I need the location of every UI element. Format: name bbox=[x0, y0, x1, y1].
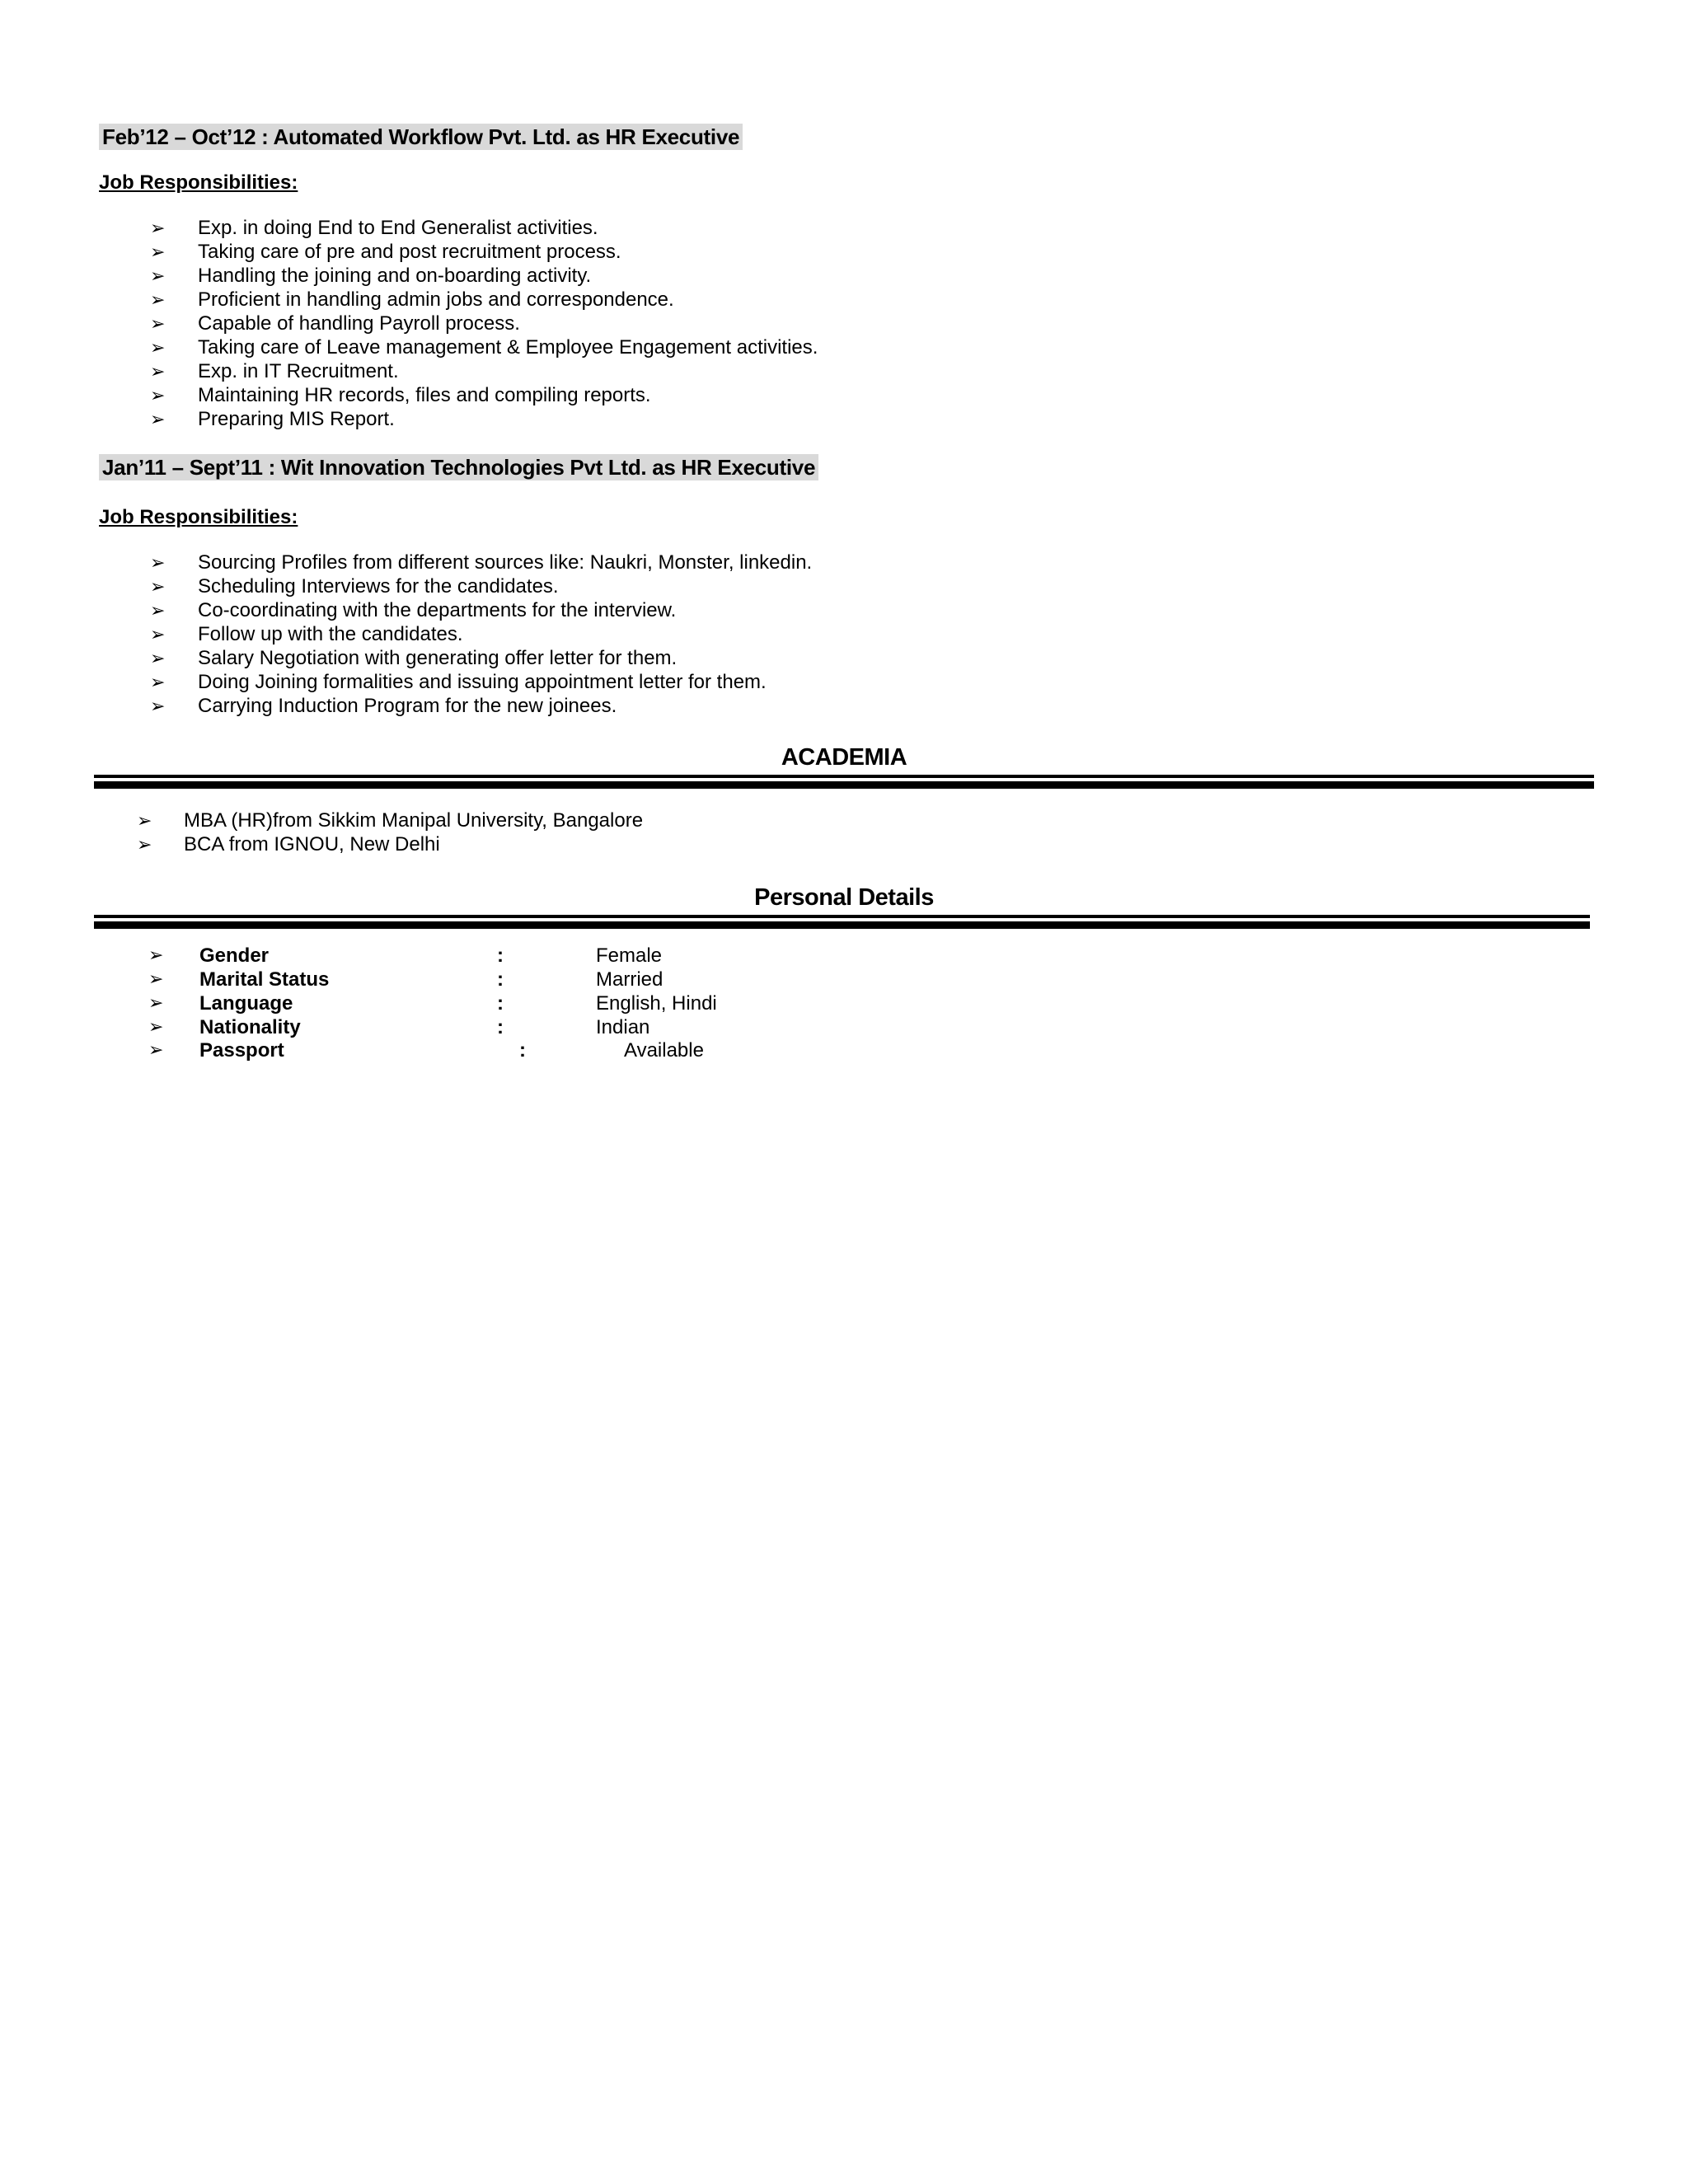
bullet-arrow-icon: ➢ bbox=[150, 361, 166, 382]
job-1-heading: Feb’12 – Oct’12 : Automated Workflow Pvt. Ltd. as HR Executive bbox=[99, 124, 743, 150]
bullet-arrow-icon: ➢ bbox=[150, 385, 166, 405]
bullet-arrow-icon: ➢ bbox=[148, 944, 164, 965]
bullet-arrow-icon: ➢ bbox=[150, 265, 166, 286]
bullet-arrow-icon: ➢ bbox=[150, 289, 166, 310]
list-item-text: Capable of handling Payroll process. bbox=[198, 312, 520, 335]
bullet-arrow-icon: ➢ bbox=[150, 600, 166, 621]
bullet-arrow-icon: ➢ bbox=[150, 313, 166, 334]
personal-detail-value: Female bbox=[596, 944, 663, 967]
personal-detail-key: Language bbox=[199, 992, 293, 1015]
personal-details-title: Personal Details bbox=[754, 884, 934, 911]
list-item-text: Taking care of pre and post recruitment process. bbox=[198, 241, 621, 263]
bullet-arrow-icon: ➢ bbox=[148, 968, 164, 989]
personal-details-divider bbox=[94, 915, 1590, 918]
personal-detail-key: Marital Status bbox=[199, 968, 330, 991]
personal-detail-value: Available bbox=[624, 1039, 704, 1062]
personal-detail-key: Nationality bbox=[199, 1016, 301, 1038]
bullet-arrow-icon: ➢ bbox=[148, 992, 164, 1013]
personal-detail-row bbox=[148, 1039, 890, 1063]
personal-detail-key: Gender bbox=[199, 944, 270, 967]
bullet-arrow-icon: ➢ bbox=[150, 218, 166, 238]
list-item-text: Scheduling Interviews for the candidates. bbox=[198, 575, 559, 598]
list-item-text: Taking care of Leave management & Employee Engagement activities. bbox=[198, 336, 818, 359]
list-item-text: Proficient in handling admin jobs and correspondence. bbox=[198, 288, 674, 311]
personal-detail-colon: : bbox=[497, 944, 504, 967]
academia-divider bbox=[94, 775, 1594, 778]
list-item-text: Maintaining HR records, files and compiling reports. bbox=[198, 384, 651, 406]
bullet-arrow-icon: ➢ bbox=[150, 648, 166, 668]
personal-detail-colon: : bbox=[497, 992, 504, 1015]
personal-detail-key: Passport bbox=[199, 1039, 284, 1062]
bullet-arrow-icon: ➢ bbox=[150, 672, 166, 692]
bullet-arrow-icon: ➢ bbox=[150, 337, 166, 358]
academia-title: ACADEMIA bbox=[781, 744, 907, 771]
bullet-arrow-icon: ➢ bbox=[150, 624, 166, 644]
job-2-heading: Jan’11 – Sept’11 : Wit Innovation Technologies Pvt Ltd. as HR Executive bbox=[99, 454, 818, 480]
list-item-text: Exp. in IT Recruitment. bbox=[198, 360, 399, 382]
job-2-responsibilities-label: Job Responsibilities: bbox=[99, 506, 298, 528]
bullet-arrow-icon: ➢ bbox=[150, 552, 166, 573]
bullet-arrow-icon: ➢ bbox=[137, 834, 152, 855]
personal-detail-colon: : bbox=[497, 968, 504, 991]
job-1-responsibilities-label: Job Responsibilities: bbox=[99, 171, 298, 194]
list-item-text: Preparing MIS Report. bbox=[198, 408, 395, 430]
bullet-arrow-icon: ➢ bbox=[150, 696, 166, 716]
bullet-arrow-icon: ➢ bbox=[148, 1016, 164, 1037]
personal-detail-colon: : bbox=[497, 1016, 504, 1038]
personal-detail-row bbox=[148, 992, 890, 1016]
list-item-text: Salary Negotiation with generating offer letter for them. bbox=[198, 647, 678, 669]
list-item-text: Doing Joining formalities and issuing appointment letter for them. bbox=[198, 671, 767, 693]
bullet-arrow-icon: ➢ bbox=[150, 241, 166, 262]
personal-detail-row bbox=[148, 1016, 890, 1040]
personal-detail-row bbox=[148, 968, 890, 992]
personal-detail-row bbox=[148, 944, 890, 968]
list-item-text: Handling the joining and on-boarding activity. bbox=[198, 265, 592, 287]
bullet-arrow-icon: ➢ bbox=[148, 1039, 164, 1060]
list-item-text: Co-coordinating with the departments for the interview. bbox=[198, 599, 677, 621]
list-item-text: Carrying Induction Program for the new joinees. bbox=[198, 695, 617, 717]
list-item-text: BCA from IGNOU, New Delhi bbox=[184, 833, 440, 855]
personal-detail-value: Indian bbox=[596, 1016, 650, 1038]
personal-detail-value: English, Hindi bbox=[596, 992, 717, 1015]
personal-detail-colon: : bbox=[519, 1039, 526, 1062]
list-item-text: MBA (HR)from Sikkim Manipal University, Bangalore bbox=[184, 809, 644, 832]
list-item-text: Exp. in doing End to End Generalist activities. bbox=[198, 217, 598, 239]
bullet-arrow-icon: ➢ bbox=[137, 810, 152, 831]
list-item-text: Sourcing Profiles from different sources like: Naukri, Monster, linkedin. bbox=[198, 551, 813, 574]
bullet-arrow-icon: ➢ bbox=[150, 409, 166, 429]
personal-detail-value: Married bbox=[596, 968, 663, 991]
bullet-arrow-icon: ➢ bbox=[150, 576, 166, 597]
list-item-text: Follow up with the candidates. bbox=[198, 623, 463, 645]
